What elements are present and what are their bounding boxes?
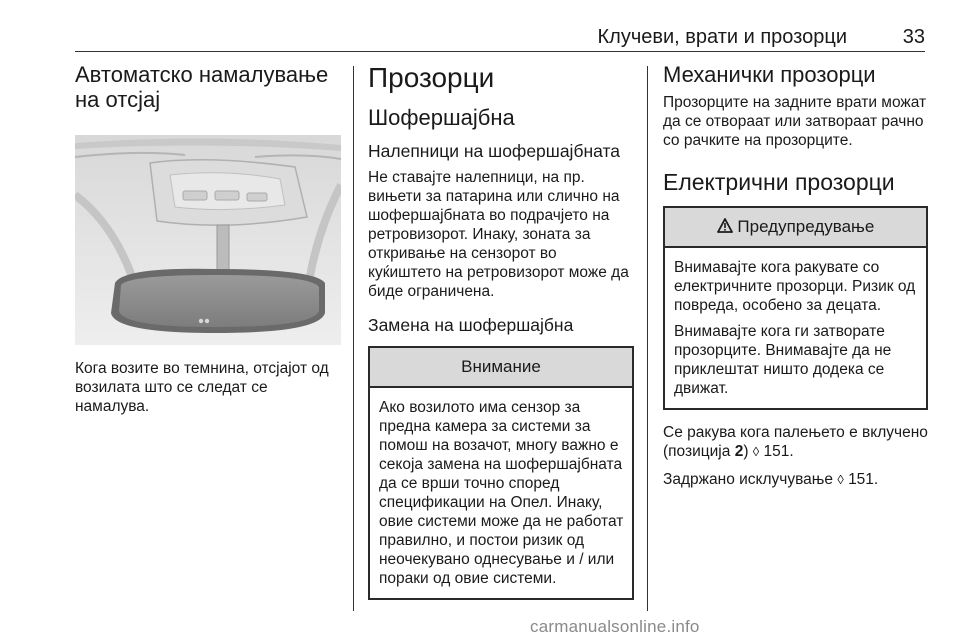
electric-windows-heading: Електрични прозорци <box>663 169 895 195</box>
auto-dimming-heading: Автоматско намалување на отсјај <box>75 62 329 112</box>
column-divider-2 <box>647 66 648 611</box>
header-divider <box>75 51 925 52</box>
caution-text: Ако возилото има сензор за предна камера за системи за помош на возачот, многу важно е секоја замена на шофершајбната да се врши точно според спецификации на Опел. Инаку, овие системи може да не работат правилно, и постои ризик од неочекувано однесување и / или пораки од овие системи. <box>379 399 624 587</box>
ignition-page-link[interactable]: 151. <box>763 443 794 460</box>
windscreen-heading: Шофершајбна <box>368 105 515 130</box>
watermark: carmanualsonline.info <box>530 617 700 636</box>
ignition-operation-text <box>663 423 928 461</box>
retained-power-text <box>663 470 928 489</box>
auto-dimming-caption: Кога возите во темнина, отсјајот од возилата што се следат се намалува. <box>75 360 329 415</box>
page-reference-icon: ◊ <box>837 472 844 487</box>
warning-text-2: Внимавајте кога ги затворате прозорците. Внимавајте да не приклештат ништо додека се движат. <box>674 323 892 397</box>
column-1 <box>75 62 341 416</box>
warning-text-1: Внимавајте кога ракувате со електричните прозорци. Ризик од повреда, особено за децата. <box>674 259 916 314</box>
page-reference-icon: ◊ <box>752 444 760 459</box>
warning-box <box>663 206 928 410</box>
ignition-text-after: ) <box>743 443 753 460</box>
windows-heading: Прозорци <box>368 62 495 93</box>
ignition-position: 2 <box>734 443 744 460</box>
header-title: Клучеви, врати и прозорци <box>597 26 847 48</box>
page-number: 33 <box>902 26 925 48</box>
windscreen-stickers-heading: Налепници на шофершајбната <box>368 141 621 161</box>
page-header <box>75 26 925 50</box>
column-2 <box>368 62 634 600</box>
retained-power-page-link[interactable]: 151. <box>848 471 879 488</box>
column-3 <box>663 62 928 489</box>
column-divider-1 <box>353 66 354 611</box>
retained-power-label: Задржано исклучување <box>663 471 838 488</box>
windscreen-replacement-heading: Замена на шофершајбна <box>368 315 574 335</box>
warning-title: Предупредување <box>737 217 875 236</box>
ignition-text-before: Се ракува кога палењето е вклучено (позиција <box>663 424 928 460</box>
mirror-icon <box>75 135 341 345</box>
rearview-mirror-illustration <box>75 135 341 345</box>
mechanical-windows-text: Прозорците на задните врати можат да се отвораат или затвораат рачно со рачките на прозорците. <box>663 94 927 149</box>
caution-title: Внимание <box>370 348 632 388</box>
windscreen-stickers-text: Не ставајте налепници, на пр. вињети за патарина или слично на шофершајбната во подрачјето на ретровизорот. Инаку, зоната за откривање на сензорот во куќиштето на ретровизорот може да биде ограничена. <box>368 169 629 300</box>
warning-triangle-icon <box>717 218 733 233</box>
mechanical-windows-heading: Механички прозорци <box>663 62 876 87</box>
caution-notice-box <box>368 346 634 600</box>
warning-header <box>665 208 926 248</box>
